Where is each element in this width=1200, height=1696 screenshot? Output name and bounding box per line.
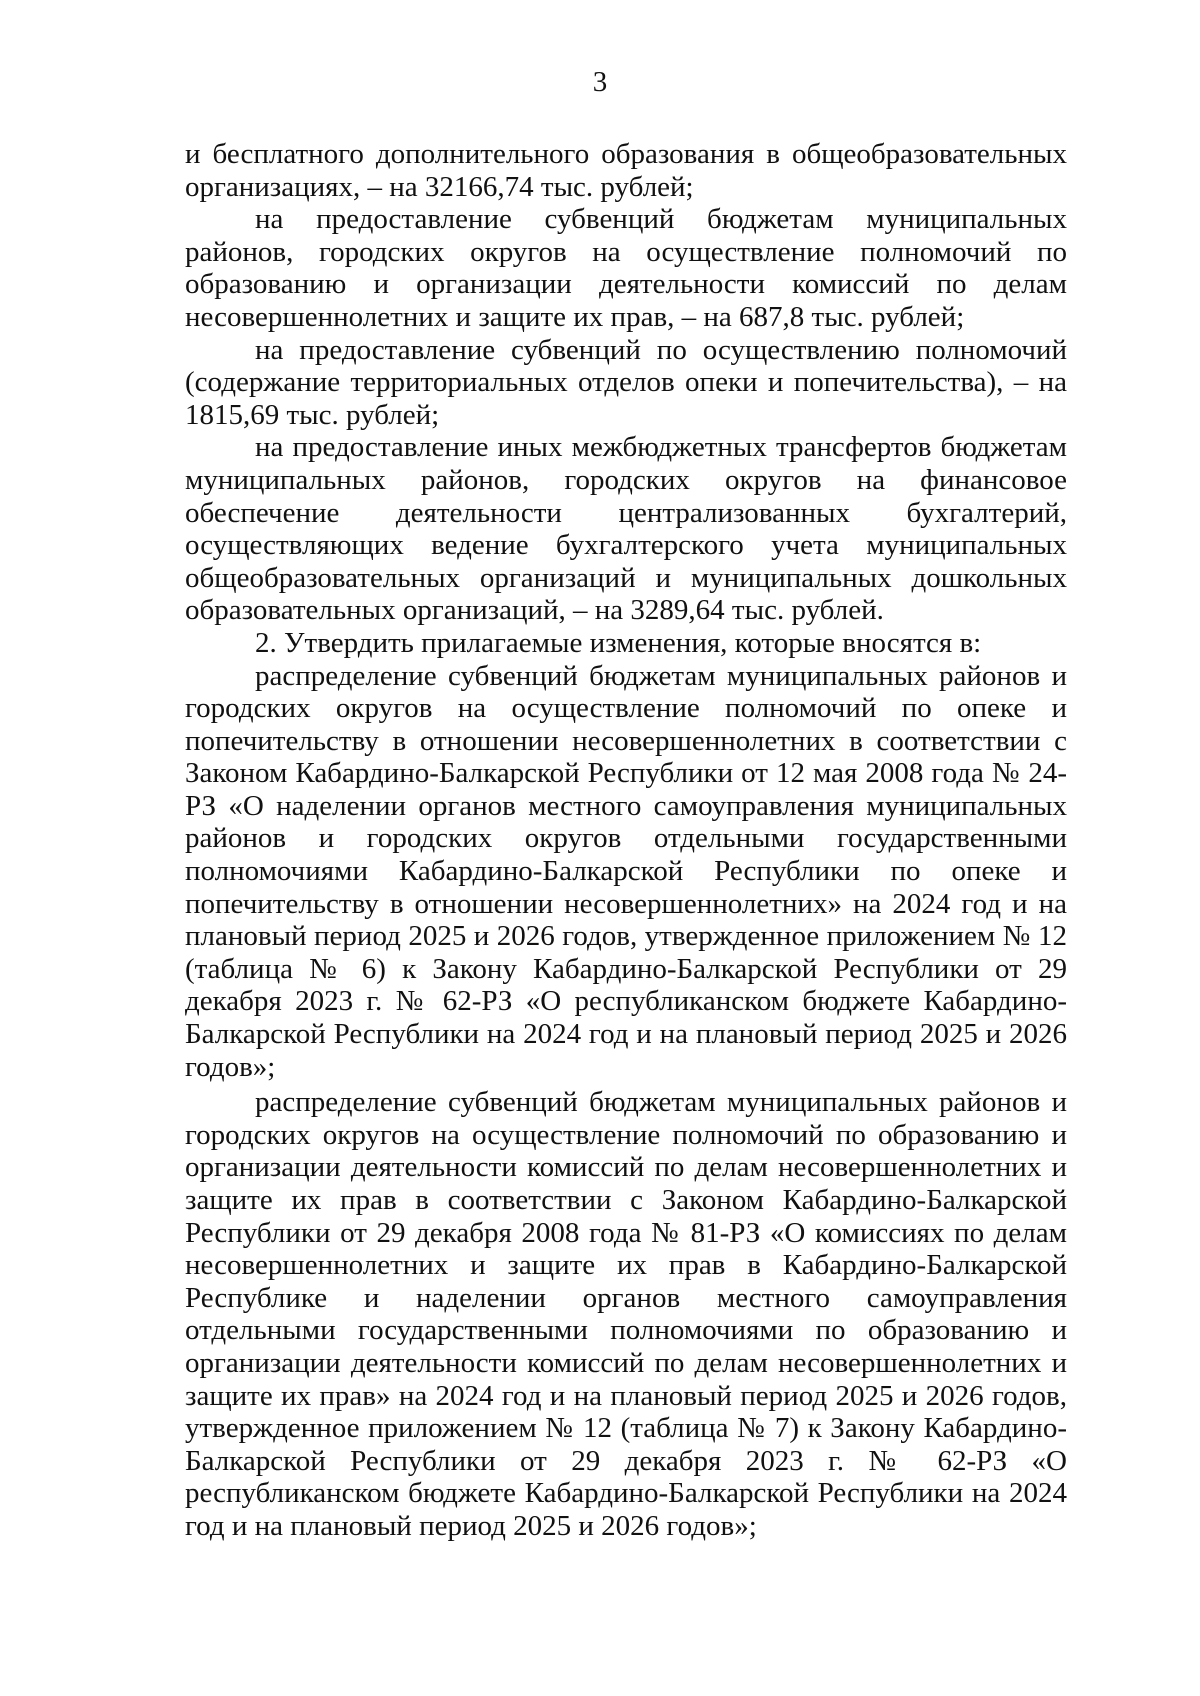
paragraph-distribution-commissions: распределение субвенций бюджетам муниципальных районов и городских округов на осуществление полномочий по образованию и организации деятельности комиссий по делам несовершеннолетних и защите их прав в соответствии с Законом Кабардино-Балкарской Республики от 29 декабря 2008 года № 81-РЗ «О комиссиях по делам несовершеннолетних и защите их прав в Кабардино-Балкарской Республике и наделении органов местного самоуправления отдельными государственными полномочиями по образованию и организации деятельности комиссий по делам несовершеннолетних и защите их прав» на 2024 год и на плановый период 2025 и 2026 годов, утвержденное приложением № 12 (таблица № 7) к Закону Кабардино-Балкарской Республики от 29 декабря 2023 г. № 62-РЗ «О республиканском бюджете Кабардино-Балкарской Республики на 2024 год и на плановый период 2025 и 2026 годов»; xyxy=(185,1086,1067,1542)
page-number: 3 xyxy=(592,66,608,98)
paragraph-subvention-guardianship-departments: на предоставление субвенций по осуществлению полномочий (содержание территориальных отделов опеки и попечительства), – на 1815,69 тыс. рублей; xyxy=(185,333,1067,431)
document-body xyxy=(185,138,1067,1543)
paragraph-item-2: 2. Утвердить прилагаемые изменения, которые вносятся в: xyxy=(255,626,982,659)
paragraph-subvention-commissions: на предоставление субвенций бюджетам муниципальных районов, городских округов на осуществление полномочий по образованию и организации деятельности комиссий по делам несовершеннолетних и защите их прав, – на 687,8 тыс. рублей; xyxy=(185,203,1067,333)
paragraph-interbudget-transfers: на предоставление иных межбюджетных трансфертов бюджетам муниципальных районов, городских округов на финансовое обеспечение деятельности централизованных бухгалтерий, осуществляющих ведение бухгалтерского учета муниципальных общеобразовательных организаций и муниципальных дошкольных образовательных организаций, – на 3289,64 тыс. рублей. xyxy=(185,431,1067,627)
paragraph-distribution-guardianship: распределение субвенций бюджетам муниципальных районов и городских округов на осуществление полномочий по опеке и попечительству в отношении несовершеннолетних в соответствии с Законом Кабардино-Балкарской Республики от 12 мая 2008 года № 24-РЗ «О наделении органов местного самоуправления муниципальных районов и городских округов отдельными государственными полномочиями Кабардино-Балкарской Республики по опеке и попечительству в отношении несовершеннолетних» на 2024 год и на плановый период 2025 и 2026 годов, утвержденное приложением № 12 (таблица № 6) к Закону Кабардино-Балкарской Республики от 29 декабря 2023 г. № 62-РЗ «О республиканском бюджете Кабардино-Балкарской Республики на 2024 год и на плановый период 2025 и 2026 годов»; xyxy=(185,659,1067,1083)
paragraph-continuation: и бесплатного дополнительного образования в общеобразовательных организациях, – на 32166,74 тыс. рублей; xyxy=(185,138,1067,203)
